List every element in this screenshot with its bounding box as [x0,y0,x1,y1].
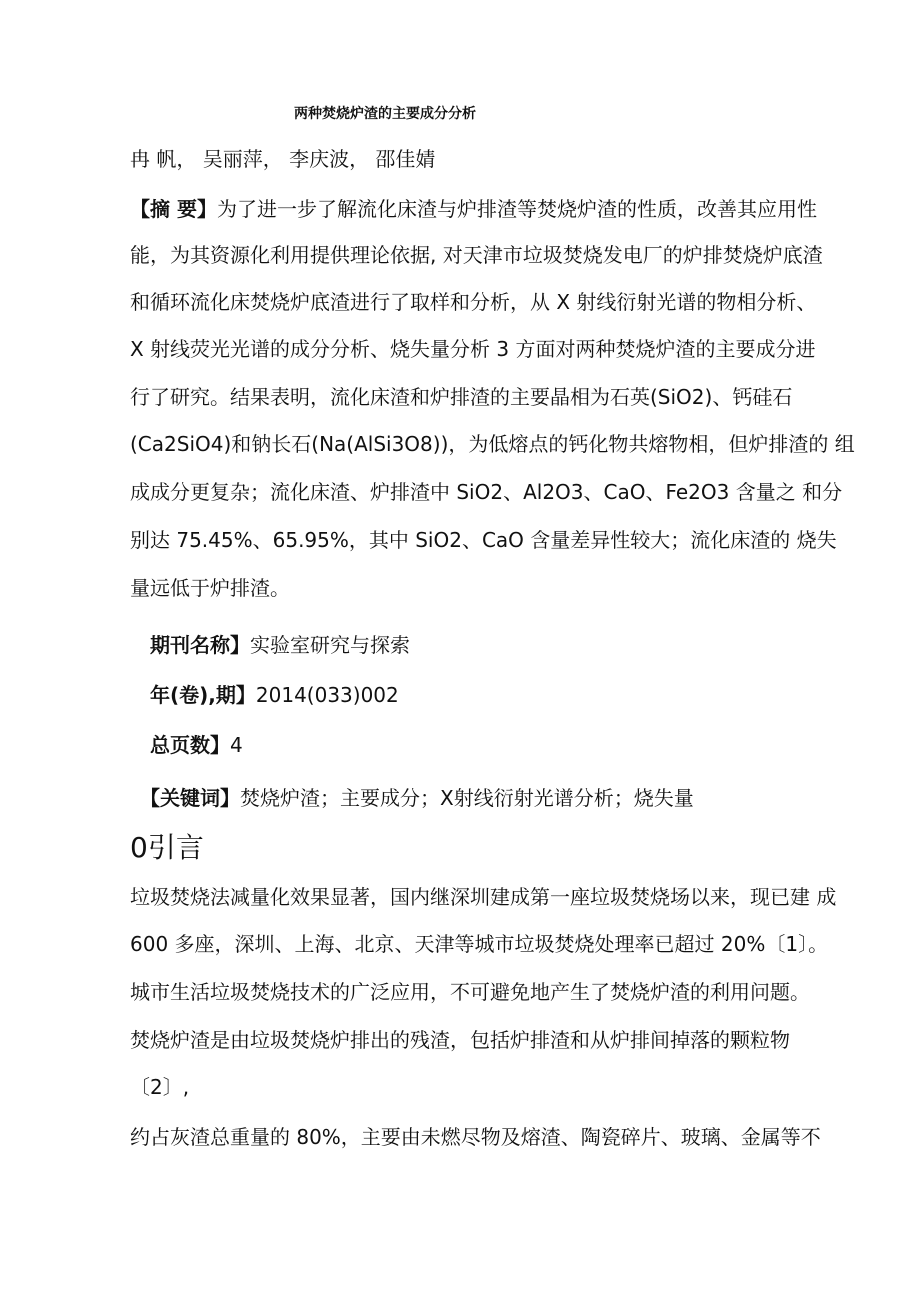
abstract-label: 【摘 要】 [130,197,217,221]
abstract-line [130,196,817,222]
keywords-line [140,785,694,811]
abstract-line: (Ca2SiO4)和钠长石(Na(AlSi3O8))，为低熔点的钙化物共熔物相，但炉排渣的 组 [130,432,855,456]
abstract-line: 行了研究。结果表明，流化床渣和炉排渣的主要晶相为石英(SiO2)、钙硅石 [130,385,793,409]
body-line: 600 多座，深圳、上海、北京、天津等城市垃圾焚烧处理率已超过 20%〔1〕。 [130,932,829,956]
year-label: 年(卷),期】 [150,683,256,707]
document-title: 两种焚烧炉渣的主要成分分析 [294,106,476,122]
abstract-line: X 射线荧光光谱的成分分析、烧失量分析 3 方面对两种焚烧炉渣的主要成分进 [130,337,816,361]
keywords-value: 焚烧炉渣；主要成分；X射线衍射光谱分析；烧失量 [240,786,694,810]
year-value: 2014(033)002 [255,683,399,707]
keywords-label: 【关键词】 [140,786,240,810]
pages-line [150,732,243,758]
section-heading: 0引言 [130,831,204,864]
authors: 冉 帆， 吴丽萍， 李庆波， 邵佳婧 [130,147,436,171]
pages-value: 4 [230,733,243,757]
abstract-line: 量远低于炉排渣。 [130,576,290,600]
pages-label: 总页数】 [150,733,230,757]
journal-line [150,632,410,658]
abstract-text: 为了进一步了解流化床渣与炉排渣等焚烧炉渣的性质，改善其应用性 [216,197,817,221]
body-line: 城市生活垃圾焚烧技术的广泛应用，不可避免地产生了焚烧炉渣的利用问题。 [130,980,810,1004]
journal-name: 实验室研究与探索 [250,633,410,657]
year-line [150,682,399,708]
body-line: 约占灰渣总重量的 80%，主要由未燃尽物及熔渣、陶瓷碎片、玻璃、金属等不 [130,1125,821,1149]
journal-label: 期刊名称】 [150,633,250,657]
body-line: 〔2〕, [130,1075,190,1099]
abstract-line: 别达 75.45%、65.95%，其中 SiO2、CaO 含量差异性较大；流化床渣的 烧失 [130,528,837,552]
body-line: 焚烧炉渣是由垃圾焚烧炉排出的残渣，包括炉排渣和从炉排间掉落的颗粒物 [130,1028,790,1052]
abstract-line: 成成分更复杂；流化床渣、炉排渣中 SiO2、Al2O3、CaO、Fe2O3 含量之 和分 [130,480,843,504]
abstract-line: 和循环流化床焚烧炉底渣进行了取样和分析，从 X 射线衍射光谱的物相分析、 [130,290,817,314]
body-line: 垃圾焚烧法减量化效果显著，国内继深圳建成第一座垃圾焚烧场以来，现已建 成 [130,885,837,909]
abstract-line: 能，为其资源化利用提供理论依据, 对天津市垃圾焚烧发电厂的炉排焚烧炉底渣 [130,243,823,267]
